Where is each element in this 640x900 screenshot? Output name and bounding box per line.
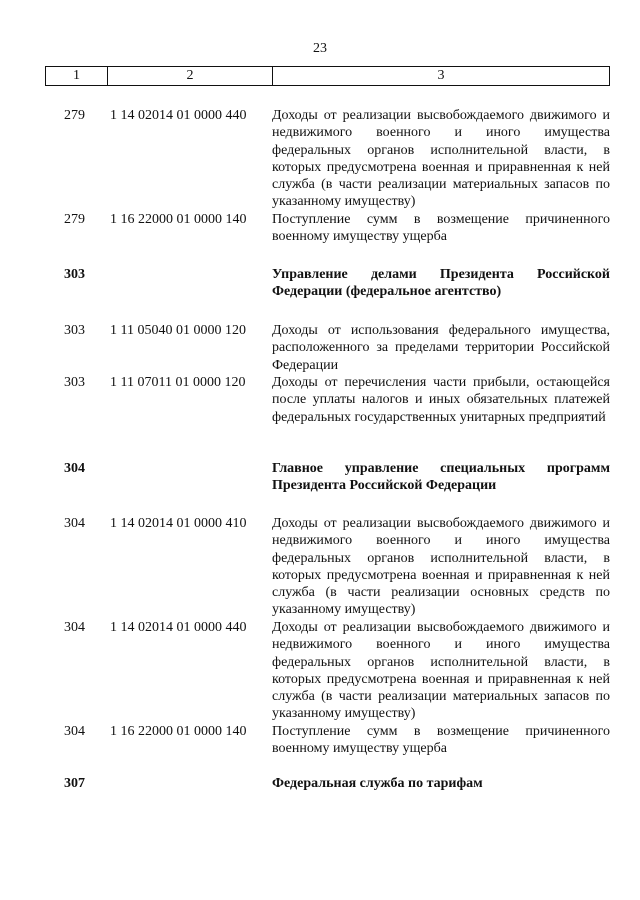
- admin-code: 279: [64, 108, 85, 123]
- budget-classification-code: 1 14 02014 01 0000 440: [110, 108, 247, 123]
- budget-classification-code: 1 14 02014 01 0000 410: [110, 516, 247, 531]
- table-header: [45, 66, 610, 86]
- administrator-name: Главное управление специальных программ Президента Российской Федерации: [272, 461, 610, 494]
- administrator-name: Федеральная служба по тарифам: [272, 776, 483, 791]
- admin-code: 307: [64, 776, 85, 791]
- admin-code: 303: [64, 267, 85, 282]
- column-header-3: 3: [437, 68, 445, 83]
- admin-code: 304: [64, 461, 85, 476]
- admin-code: 279: [64, 212, 85, 227]
- income-description: Доходы от реализации высвобождаемого движимого и недвижимого военного и иного имущества федеральных органов исполнительной власти, в которых предусмотрена военная и приравненная к ней служба (в части реализации материальных запасов по указанному имуществу): [272, 108, 610, 210]
- income-description: Доходы от перечисления части прибыли, остающейся после уплаты налогов и иных обязательных платежей федеральных государственных унитарных предприятий: [272, 375, 610, 425]
- column-header-2: 2: [108, 67, 273, 85]
- admin-code: 304: [64, 516, 85, 531]
- budget-classification-code: 1 16 22000 01 0000 140: [110, 212, 247, 227]
- budget-classification-code: 1 14 02014 01 0000 440: [110, 620, 247, 635]
- budget-classification-code: 1 11 05040 01 0000 120: [110, 323, 246, 338]
- admin-code: 303: [64, 375, 85, 390]
- administrator-name: Управление делами Президента Российской Федерации (федеральное агентство): [272, 267, 610, 300]
- income-description: Доходы от использования федерального имущества, расположенного за пределами территории Российской Федерации: [272, 323, 610, 373]
- income-description: Поступление сумм в возмещение причиненного военному имуществу ущерба: [272, 212, 610, 245]
- income-description: Поступление сумм в возмещение причиненного военному имуществу ущерба: [272, 724, 610, 757]
- column-header-1: 1: [46, 67, 108, 85]
- income-description: Доходы от реализации высвобождаемого движимого и недвижимого военного и иного имущества федеральных органов исполнительной власти, в которых предусмотрена военная и приравненная к ней служба (в части реализации материальных запасов по указанному имуществу): [272, 620, 610, 722]
- admin-code: 304: [64, 620, 85, 635]
- income-description: Доходы от реализации высвобождаемого движимого и недвижимого военного и иного имущества федеральных органов исполнительной власти, в которых предусмотрена военная и приравненная к ней служба (в части реализации основных средств по указанному имуществу): [272, 516, 610, 618]
- page-number: 23: [313, 41, 327, 56]
- budget-classification-code: 1 16 22000 01 0000 140: [110, 724, 247, 739]
- admin-code: 303: [64, 323, 85, 338]
- budget-classification-code: 1 11 07011 01 0000 120: [110, 375, 246, 390]
- admin-code: 304: [64, 724, 85, 739]
